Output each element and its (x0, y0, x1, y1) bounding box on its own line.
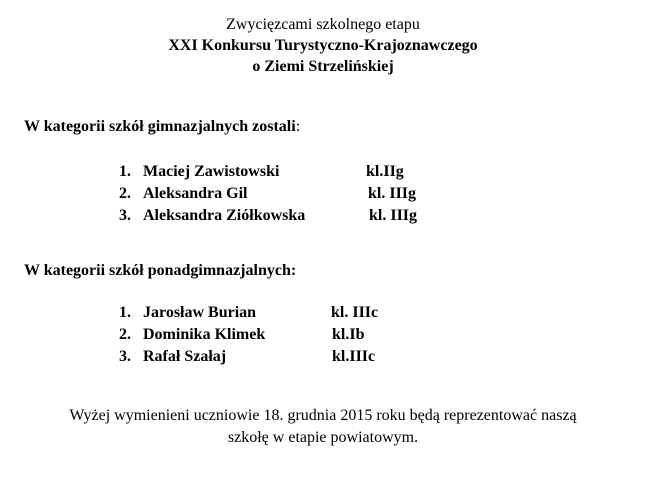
section-heading-gimnazjalne-text: W kategorii szkół gimnazjalnych zostali (24, 118, 296, 135)
winner-name: Dominika Klimek (143, 326, 266, 343)
winner-number: 2. (119, 185, 131, 202)
winner-name: Aleksandra Gil (143, 185, 248, 202)
winner-name: Rafał Szałaj (143, 348, 227, 365)
winner-number: 1. (119, 163, 131, 180)
winner-number: 1. (119, 304, 131, 321)
section-heading-gimnazjalne (24, 118, 300, 136)
winner-class: kl. IIIg (368, 185, 417, 202)
document-title (0, 14, 646, 77)
closing-note-line-2: szkołę w etapie powiatowym. (227, 429, 419, 446)
winner-name: Aleksandra Ziółkowska (143, 207, 306, 224)
winner-class: kl. IIIg (369, 207, 418, 224)
section-heading-ponadgimnazjalne: W kategorii szkół ponadgimnazjalnych: (24, 262, 297, 279)
title-line-1: Zwycięzcami szkolnego etapu (226, 16, 420, 33)
winner-number: 2. (119, 326, 131, 343)
winner-number: 3. (119, 207, 131, 224)
winner-number: 3. (119, 348, 131, 365)
closing-note-line-1: Wyżej wymienieni uczniowie 18. grudnia 2015 roku będą reprezentować naszą (69, 407, 577, 424)
winner-name: Maciej Zawistowski (143, 163, 280, 180)
winner-class: kl.IIIc (332, 348, 376, 365)
closing-note (0, 405, 646, 449)
section-heading-gimnazjalne-colon: : (295, 118, 301, 135)
winner-class: kl. IIIc (331, 304, 379, 321)
title-line-3: o Ziemi Strzelińskiej (252, 58, 394, 75)
winner-name: Jarosław Burian (143, 304, 257, 321)
winner-class: kl.IIg (366, 163, 404, 180)
winner-class: kl.Ib (332, 326, 365, 343)
title-line-2: XXI Konkursu Turystyczno-Krajoznawczego (168, 37, 478, 54)
